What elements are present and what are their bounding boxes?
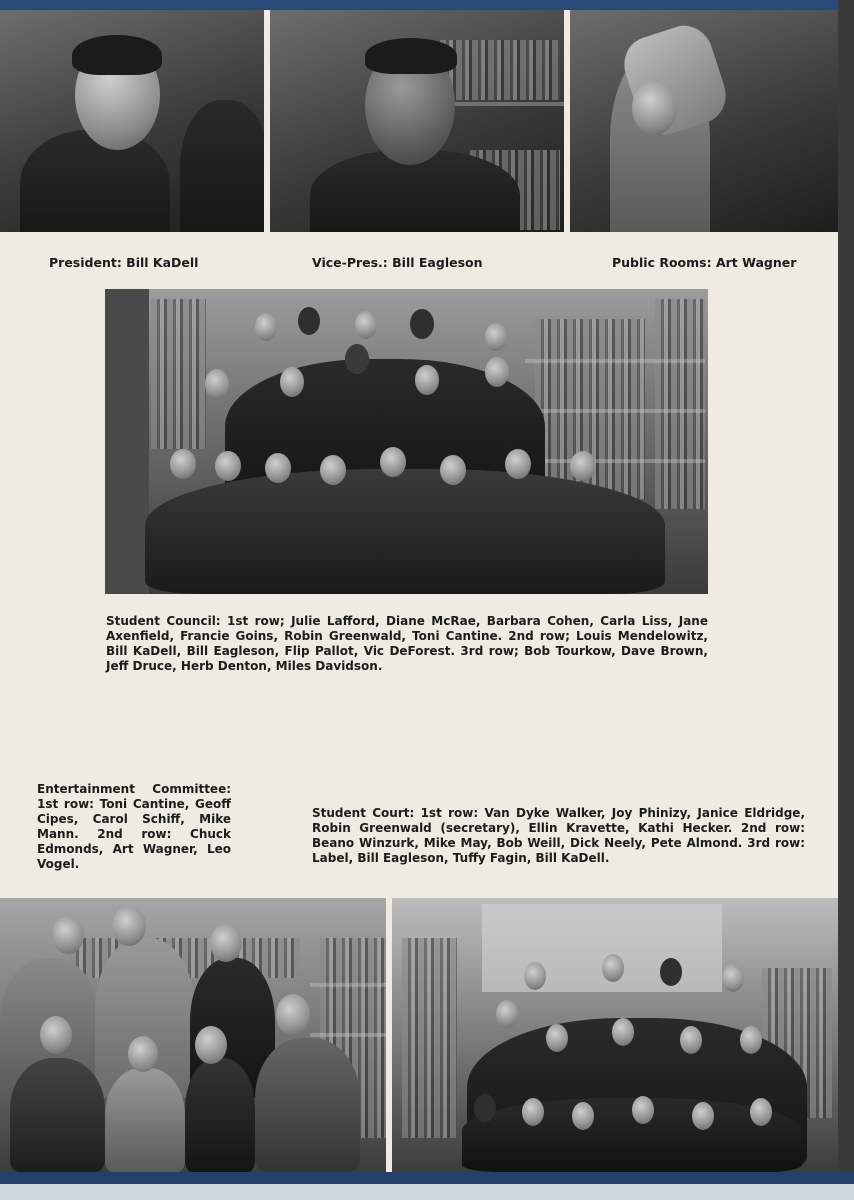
public-rooms-caption: Public Rooms: Art Wagner [612, 255, 797, 270]
photo-vice-president [270, 10, 564, 232]
photo-student-council [105, 289, 708, 594]
photo-president [0, 10, 264, 232]
photo-public-rooms [570, 10, 838, 232]
student-court-caption: Student Court: 1st row: Van Dyke Walker, Joy Phinizy, Janice Eldridge, Robin Greenwald (secretary), Ellin Kravette, Kathi Hecker. 2nd row: Beano Winzurk, Mike May, Bob Weill, Dick Neely, Pete Almond. 3rd row: Label, Bill Eagleson, Tuffy Fagin, Bill KaDell. [312, 806, 805, 865]
page-edge [838, 0, 854, 1200]
student-council-caption: Student Council: 1st row; Julie Lafford, Diane McRae, Barbara Cohen, Carla Liss, Jane Axenfield, Francie Goins, Robin Greenwald, Toni Cantine. 2nd row; Louis Mendelowitz, Bill KaDell, Bill Eagleson, Flip Pallot, Vic DeForest. 3rd row; Bob Tourkow, Dave Brown, Jeff Druce, Herb Denton, Miles Davidson. [106, 614, 708, 673]
photo-student-court [392, 898, 838, 1172]
bottom-border [0, 1172, 854, 1200]
top-border [0, 0, 854, 10]
entertainment-committee-caption: Entertainment Committee: 1st row: Toni Cantine, Geoff Cipes, Carol Schiff, Mike Mann. 2nd row: Chuck Edmonds, Art Wagner, Leo Vogel. [37, 782, 231, 871]
vice-president-caption: Vice-Pres.: Bill Eagleson [312, 255, 483, 270]
photo-entertainment-committee [0, 898, 386, 1172]
president-caption: President: Bill KaDell [49, 255, 199, 270]
